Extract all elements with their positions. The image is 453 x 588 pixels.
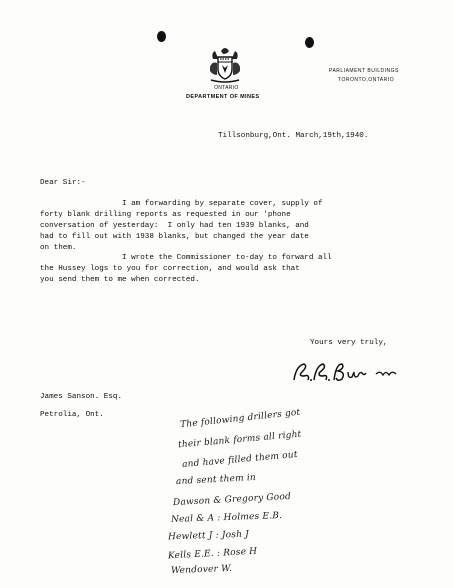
address-line-1: PARLIAMENT BUILDINGS	[329, 68, 399, 74]
punch-hole-left	[157, 31, 166, 42]
paragraph-1-line: had to fill out with 1938 blanks, but changed the year date	[40, 233, 309, 241]
paragraph-2-line: I wrote the Commissioner to-day to forward all	[122, 254, 332, 262]
paragraph-1-line: forty blank drilling reports as requested in our 'phone	[40, 211, 291, 219]
recipient-name: James Sanson. Esq.	[40, 393, 123, 401]
paragraph-2-line: the Hussey logs to you for correction, and would ask that	[40, 265, 300, 273]
handwritten-note-line: their blank forms all right	[177, 429, 302, 451]
handwritten-note-line: The following drillers got	[179, 407, 301, 431]
handwritten-note-line: Wendover W.	[170, 563, 233, 577]
paragraph-1-line: on them.	[40, 244, 77, 252]
handwritten-note-line: and have filled them out	[181, 449, 299, 471]
punch-hole-right	[305, 37, 314, 48]
closing: Yours very truly,	[310, 339, 388, 347]
paragraph-1-line: I am forwarding by separate cover, supply of	[122, 200, 323, 208]
address-line-2: TORONTO,ONTARIO	[338, 77, 395, 83]
handwritten-note-line: Hewlett J : Josh J	[167, 529, 250, 543]
handwritten-note-line: Neal & A : Holmes E.B.	[170, 511, 283, 525]
paragraph-2-line: you send them to me when corrected.	[40, 276, 200, 284]
date-line: Tillsonburg,Ont. March,19th,1940.	[218, 132, 369, 140]
recipient-place: Petrolia, Ont.	[40, 411, 104, 419]
ontario-crest-icon	[205, 43, 245, 85]
crest-label: ONTARIO	[214, 85, 239, 91]
handwritten-note-line: Kells E.E. : Rose H	[167, 546, 258, 562]
handwritten-note-line: Dawson & Gregory Good	[172, 491, 292, 509]
handwritten-note-line: and sent them in	[175, 472, 257, 488]
salutation: Dear Sir:-	[40, 179, 86, 187]
handwritten-signature	[290, 358, 400, 386]
paragraph-1-line: conversation of yesterday: I only had ten 1939 blanks, and	[40, 222, 309, 230]
department-name: DEPARTMENT OF MINES	[186, 94, 260, 100]
